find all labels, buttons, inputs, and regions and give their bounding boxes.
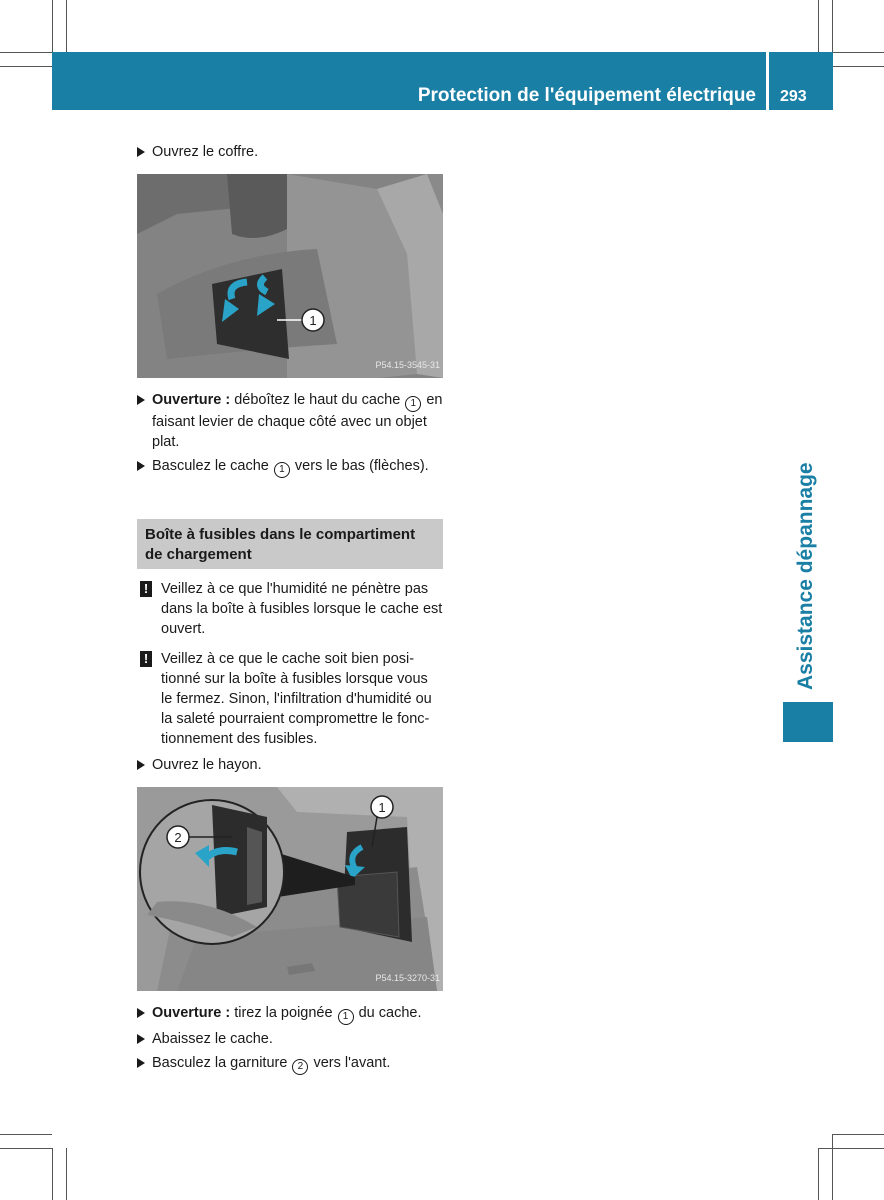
warning-icon: ! xyxy=(140,581,152,597)
step-text: vers le bas (flèches). xyxy=(290,458,429,474)
figure-callout: 1 xyxy=(309,313,317,328)
figure-trunk-cover xyxy=(137,174,443,378)
step-arrow-icon xyxy=(137,147,145,157)
page-title: Protection de l'équipement électrique xyxy=(417,85,756,106)
trunk-illustration xyxy=(137,174,443,378)
figure-callout: 1 xyxy=(378,800,386,815)
instruction-step xyxy=(137,1003,443,1025)
crop-mark xyxy=(66,0,67,52)
step-arrow-icon xyxy=(137,461,145,471)
figure-code: P54.15-3270-31 xyxy=(375,973,440,983)
instruction-step xyxy=(137,456,443,478)
step-bold-label: Ouverture : xyxy=(152,1005,231,1021)
instruction-step xyxy=(137,1053,443,1075)
step-text: du cache. xyxy=(354,1005,422,1021)
warning-note xyxy=(137,579,443,639)
callout-marker: 1 xyxy=(338,1009,354,1025)
crop-mark xyxy=(819,1148,884,1149)
page-number: 293 xyxy=(780,88,807,105)
crop-mark xyxy=(833,1134,884,1135)
step-text: en faisant levier de chaque côté avec un objet plat. xyxy=(152,392,443,450)
warning-text: Veillez à ce que le cache soit bien posi-tionné sur la boîte à fusibles lorsque vous le fermez. Sinon, l'infiltration d'humidité ou la saleté pourraient compromettre le fonc-tionnement des fusibles. xyxy=(161,651,432,747)
step-text: Ouvrez le hayon. xyxy=(152,757,262,773)
crop-mark xyxy=(818,0,819,52)
step-bold-label: Ouverture : xyxy=(152,392,231,408)
step-arrow-icon xyxy=(137,1034,145,1044)
warning-icon: ! xyxy=(140,651,152,667)
side-tab-block xyxy=(783,702,833,742)
main-content xyxy=(137,140,443,1075)
step-text: tirez la poignée xyxy=(230,1005,337,1021)
cargo-illustration xyxy=(137,787,443,991)
figure-code: P54.15-3545-31 xyxy=(375,360,440,370)
crop-mark xyxy=(0,1134,52,1135)
section-heading: Boîte à fusibles dans le compartiment de chargement xyxy=(137,519,443,569)
step-arrow-icon xyxy=(137,760,145,770)
step-arrow-icon xyxy=(137,395,145,405)
figure-callout: 2 xyxy=(174,830,182,845)
crop-mark xyxy=(52,0,53,52)
figure-cargo-fusebox xyxy=(137,787,443,991)
instruction-step xyxy=(137,390,443,452)
crop-mark xyxy=(0,66,52,67)
crop-mark xyxy=(833,52,884,53)
step-arrow-icon xyxy=(137,1008,145,1018)
callout-marker: 1 xyxy=(405,396,421,412)
instruction-step xyxy=(137,755,443,775)
step-text: Basculez la garniture xyxy=(152,1055,292,1071)
crop-mark xyxy=(818,1148,819,1200)
callout-marker: 1 xyxy=(274,462,290,478)
crop-mark xyxy=(0,52,52,53)
crop-mark xyxy=(832,1134,833,1200)
step-text: vers l'avant. xyxy=(309,1055,391,1071)
callout-marker: 2 xyxy=(292,1059,308,1075)
step-text: Ouvrez le coffre. xyxy=(152,144,259,160)
crop-mark xyxy=(66,1148,67,1200)
step-text: Abaissez le cache. xyxy=(152,1031,273,1047)
crop-mark xyxy=(52,1148,53,1200)
step-arrow-icon xyxy=(137,1058,145,1068)
warning-note xyxy=(137,649,443,749)
crop-mark xyxy=(832,0,833,52)
crop-mark xyxy=(0,1148,52,1149)
side-tab-label: Assistance dépannage xyxy=(794,462,817,690)
step-text: déboîtez le haut du cache xyxy=(230,392,405,408)
crop-mark xyxy=(833,66,884,67)
step-text: Basculez le cache xyxy=(152,458,273,474)
instruction-step xyxy=(137,142,443,162)
instruction-step xyxy=(137,1029,443,1049)
warning-text: Veillez à ce que l'humidité ne pénètre pas dans la boîte à fusibles lorsque le cache est ouvert. xyxy=(161,581,443,637)
